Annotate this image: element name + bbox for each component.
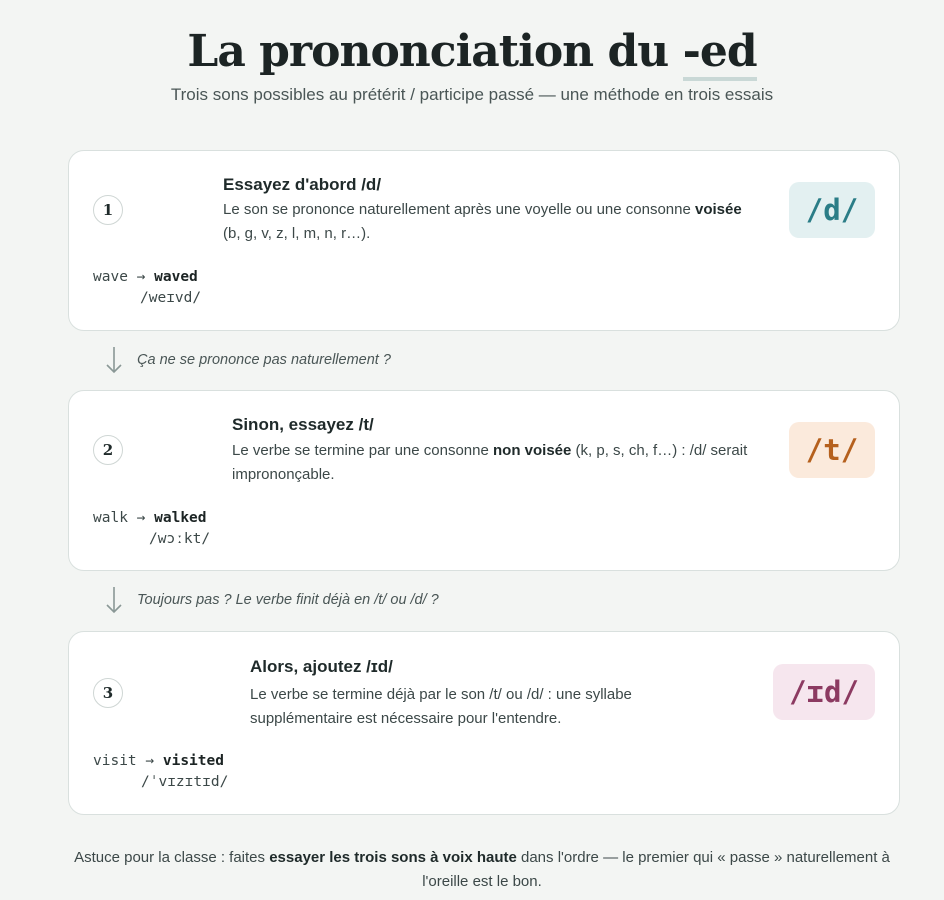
step-example <box>93 750 228 792</box>
page-subtitle: Trois sons possibles au prétérit / participe passé — une méthode en trois essais <box>170 85 774 104</box>
page-title <box>0 26 944 77</box>
example-form: walked <box>154 510 207 526</box>
step-description: Le verbe se termine par une consonne non voisée (k, p, s, ch, f…) : /d/ serait imprononçable. <box>232 442 748 483</box>
step-card-1 <box>68 150 900 331</box>
example-base: visit <box>93 753 137 769</box>
step-description: Le son se prononce naturellement après une voyelle ou une consonne voisée (b, g, v, z, l, m, n, r…). <box>223 201 742 242</box>
sound-badge: /ɪd/ <box>773 664 875 720</box>
arrow-down-icon <box>104 345 124 375</box>
transition-text: Toujours pas ? Le verbe finit déjà en /t/ ou /d/ ? <box>137 592 439 608</box>
step-example <box>93 266 201 308</box>
transition-2 <box>104 585 439 615</box>
arrow-down-icon <box>104 585 124 615</box>
title-text: La prononciation du <box>187 26 683 77</box>
step-number: 2 <box>93 435 123 465</box>
example-base: wave <box>93 269 128 285</box>
arrow-icon: → <box>136 510 146 526</box>
step-card-2 <box>68 390 900 571</box>
step-number: 3 <box>93 678 123 708</box>
class-tip: Astuce pour la classe : faites essayer les trois sons à voix haute dans l'ordre — le premier qui « passe » naturellement à l'oreille est le bon. <box>74 849 890 890</box>
step-number: 1 <box>93 195 123 225</box>
example-form: visited <box>162 753 224 769</box>
step-description: Le verbe se termine déjà par le son /t/ ou /d/ : une syllabe supplémentaire est nécessaire pour l'entendre. <box>250 686 632 727</box>
transition-text: Ça ne se prononce pas naturellement ? <box>137 352 391 368</box>
sound-badge: /t/ <box>789 422 875 478</box>
example-form: waved <box>154 269 198 285</box>
step-example <box>93 507 210 549</box>
step-card-3 <box>68 631 900 815</box>
step-title: Sinon, essayez /t/ <box>232 415 374 434</box>
step-title: Alors, ajoutez /ɪd/ <box>250 657 393 676</box>
arrow-icon: → <box>136 269 146 285</box>
example-ipa: /ˈvɪzɪtɪd/ <box>141 774 229 790</box>
transition-1 <box>104 345 391 375</box>
title-highlight: -ed <box>683 26 757 81</box>
step-title: Essayez d'abord /d/ <box>223 175 382 194</box>
arrow-icon: → <box>145 753 155 769</box>
example-ipa: /wɔːkt/ <box>149 531 211 547</box>
sound-badge: /d/ <box>789 182 875 238</box>
example-ipa: /weɪvd/ <box>140 290 202 306</box>
example-base: walk <box>93 510 128 526</box>
